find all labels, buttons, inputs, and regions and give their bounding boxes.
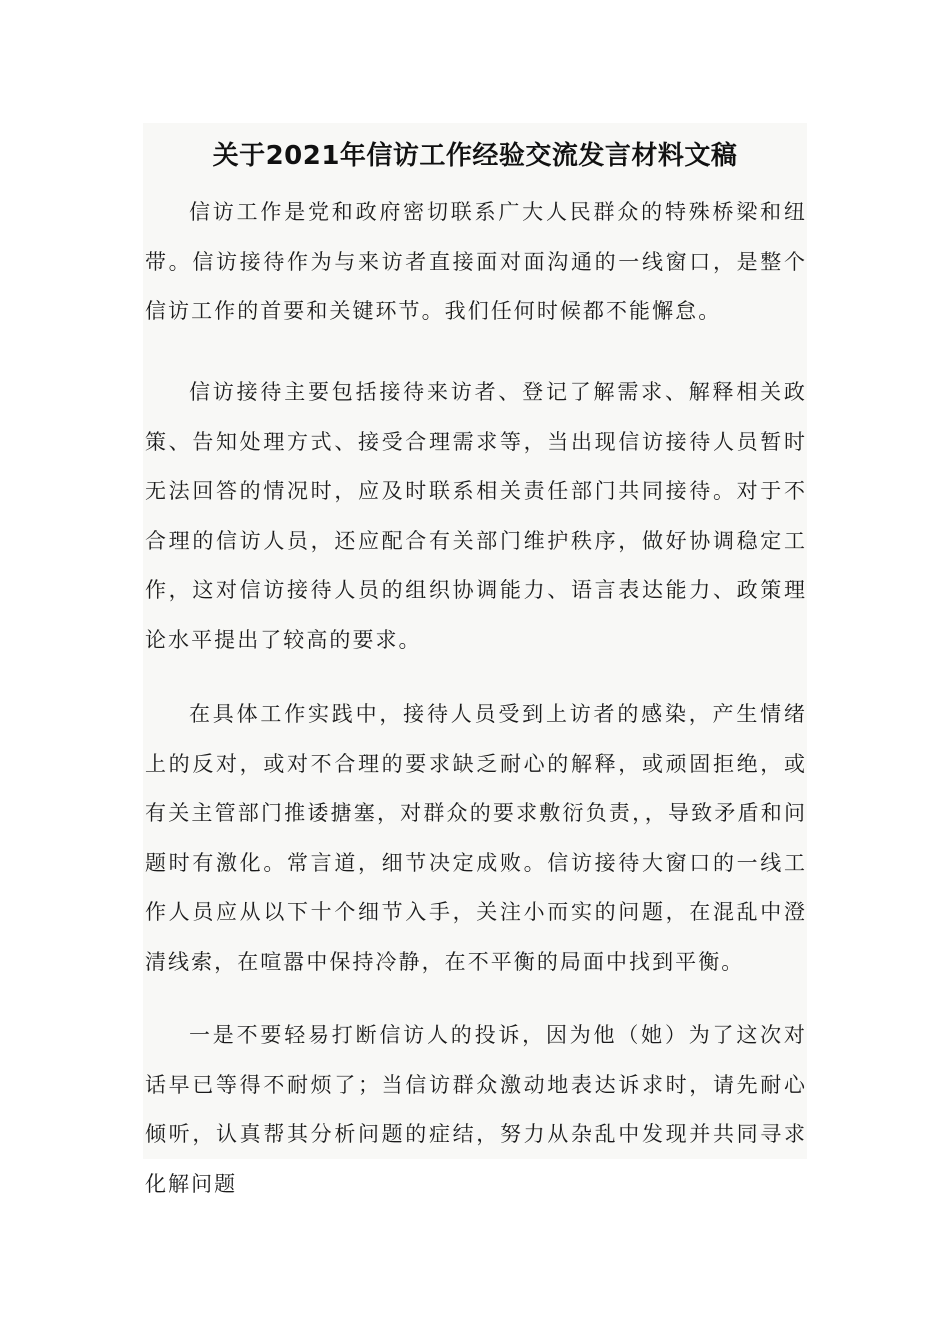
paragraph-3: 在具体工作实践中，接待人员受到上访者的感染，产生情绪上的反对，或对不合理的要求缺乏耐心的解释，或顽固拒绝，或有关主管部门推诿搪塞，对群众的要求敷衍负责，，导致矛盾和问题时有激化。常言道，细节决定成败。信访接待大窗口的一线工作人员应从以下十个细节入手，关注小而实的问题，在混乱中澄清线索，在喧嚣中保持冷静，在不平衡的局面中找到平衡。 bbox=[145, 702, 807, 974]
paragraph-4: 一是不要轻易打断信访人的投诉，因为他（她）为了这次对话早已等得不耐烦了；当信访群众激动地表达诉求时，请先耐心倾听，认真帮其分析问题的症结，努力从杂乱中发现并共同寻求化解问题 bbox=[145, 1023, 807, 1196]
paragraph-2: 信访接待主要包括接待来访者、登记了解需求、解释相关政策、告知处理方式、接受合理需求等，当出现信访接待人员暂时无法回答的情况时，应及时联系相关责任部门共同接待。对于不合理的信访人员，还应配合有关部门维护秩序，做好协调稳定工作，这对信访接待人员的组织协调能力、语言表达能力、政策理论水平提出了较高的要求。 bbox=[145, 380, 807, 652]
paragraph-1: 信访工作是党和政府密切联系广大人民群众的特殊桥梁和纽带。信访接待作为与来访者直接面对面沟通的一线窗口，是整个信访工作的首要和关键环节。我们任何时候都不能懈怠。 bbox=[145, 200, 807, 323]
document-title: 关于2021年信访工作经验交流发言材料文稿 bbox=[212, 141, 738, 171]
document-page bbox=[143, 123, 807, 1196]
